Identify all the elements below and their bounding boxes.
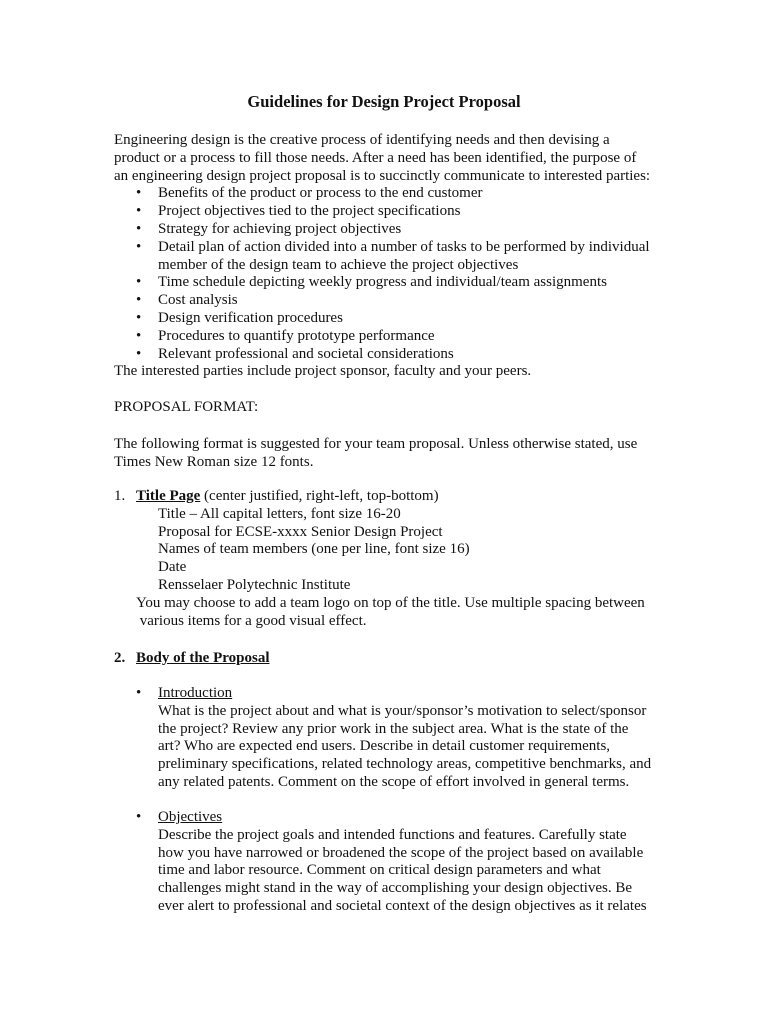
subsection-title: Introduction bbox=[158, 685, 233, 701]
section-heading bbox=[114, 650, 674, 668]
list-item: • Benefits of the product or process to the end customer bbox=[136, 185, 483, 202]
list-item: Date bbox=[158, 559, 187, 576]
subsection-objectives bbox=[114, 809, 674, 916]
text-line: challenges might stand in the way of accomplishing your design objectives. Be bbox=[158, 880, 633, 897]
intro-paragraph bbox=[114, 132, 674, 185]
title-page-note bbox=[114, 595, 674, 631]
bullet-icon: • bbox=[136, 327, 142, 344]
document-title: Guidelines for Design Project Proposal bbox=[247, 92, 521, 111]
section-title: Title Page bbox=[136, 488, 201, 504]
text-line: any related patents. Comment on the scope of effort involved in general terms. bbox=[158, 773, 630, 790]
bullet-icon: • bbox=[136, 309, 142, 326]
section-heading bbox=[114, 488, 674, 506]
list-item: Proposal for ECSE-xxxx Senior Design Project bbox=[158, 523, 443, 540]
bullet-icon: • bbox=[136, 345, 142, 362]
list-item: Title – All capital letters, font size 16-20 bbox=[158, 505, 401, 522]
intro-closing: The interested parties include project sponsor, faculty and your peers. bbox=[114, 363, 532, 380]
text-line: What is the project about and what is your/sponsor’s motivation to select/sponsor bbox=[158, 702, 647, 719]
bullet-icon: • bbox=[136, 203, 142, 220]
list-item: Rensselaer Polytechnic Institute bbox=[158, 576, 351, 593]
list-item: Names of team members (one per line, font size 16) bbox=[158, 541, 470, 558]
bullet-icon: • bbox=[136, 238, 142, 255]
bullet-icon: • bbox=[136, 185, 142, 202]
list-item: • Detail plan of action divided into a number of tasks to be performed by individual member of the design team to achieve the project objectives bbox=[136, 238, 650, 273]
subsection-introduction bbox=[114, 685, 674, 792]
section-title-page bbox=[114, 488, 674, 630]
list-item: • Strategy for achieving project objectives bbox=[136, 220, 402, 237]
bullet-icon: • bbox=[136, 292, 142, 309]
text-line: art? Who are expected end users. Describe in detail customer requirements, bbox=[158, 738, 611, 755]
list-item: • Relevant professional and societal considerations bbox=[136, 345, 454, 362]
text-line: Describe the project goals and intended functions and features. Carefully state bbox=[158, 826, 627, 843]
text-line: various items for a good visual effect. bbox=[136, 612, 367, 629]
text-line: time and labor resource. Comment on critical design parameters and what bbox=[158, 862, 601, 879]
text-line: product or a process to fill those needs. After a need has been identified, the purpose of bbox=[114, 149, 637, 166]
intro-bullet-list bbox=[114, 185, 674, 363]
intro-section bbox=[114, 132, 674, 381]
text-line: preliminary specifications, related technology areas, competitive benchmarks, and bbox=[158, 756, 652, 773]
list-item: • Cost analysis bbox=[136, 292, 238, 309]
text-line: the project? Review any prior work in the subject area. What is the state of the bbox=[158, 720, 629, 737]
section-title: Body of the Proposal bbox=[136, 650, 270, 666]
text-line: Engineering design is the creative process of identifying needs and then devising a bbox=[114, 132, 610, 148]
list-item: • Procedures to quantify prototype performance bbox=[136, 327, 435, 344]
subsection-title: Objectives bbox=[158, 809, 223, 825]
text-line: The following format is suggested for your team proposal. Unless otherwise stated, use bbox=[114, 436, 638, 452]
text-line: ever alert to professional and societal context of the design objectives as it relates bbox=[158, 897, 647, 914]
text-line: how you have narrowed or broadened the scope of the project based on available bbox=[158, 844, 644, 861]
list-item: • Project objectives tied to the project specifications bbox=[136, 203, 461, 220]
proposal-format-paragraph bbox=[114, 436, 674, 472]
section-number: 2. bbox=[114, 650, 126, 666]
section-body bbox=[114, 650, 674, 668]
bullet-icon: • bbox=[136, 809, 142, 825]
bullet-icon: • bbox=[136, 685, 142, 701]
proposal-format-heading: PROPOSAL FORMAT: bbox=[114, 399, 259, 415]
text-line: Times New Roman size 12 fonts. bbox=[114, 453, 314, 470]
text-line: You may choose to add a team logo on top of the title. Use multiple spacing between bbox=[136, 594, 645, 611]
section-title-suffix: (center justified, right-left, top-bottom) bbox=[200, 488, 439, 504]
bullet-icon: • bbox=[136, 274, 142, 291]
list-item: • Design verification procedures bbox=[136, 309, 343, 326]
section-number: 1. bbox=[114, 488, 126, 504]
title-page-items bbox=[114, 506, 674, 595]
bullet-icon: • bbox=[136, 220, 142, 237]
text-line: an engineering design project proposal is to succinctly communicate to interested parties: bbox=[114, 167, 651, 184]
list-item: • Time schedule depicting weekly progress and individual/team assignments bbox=[136, 274, 607, 291]
